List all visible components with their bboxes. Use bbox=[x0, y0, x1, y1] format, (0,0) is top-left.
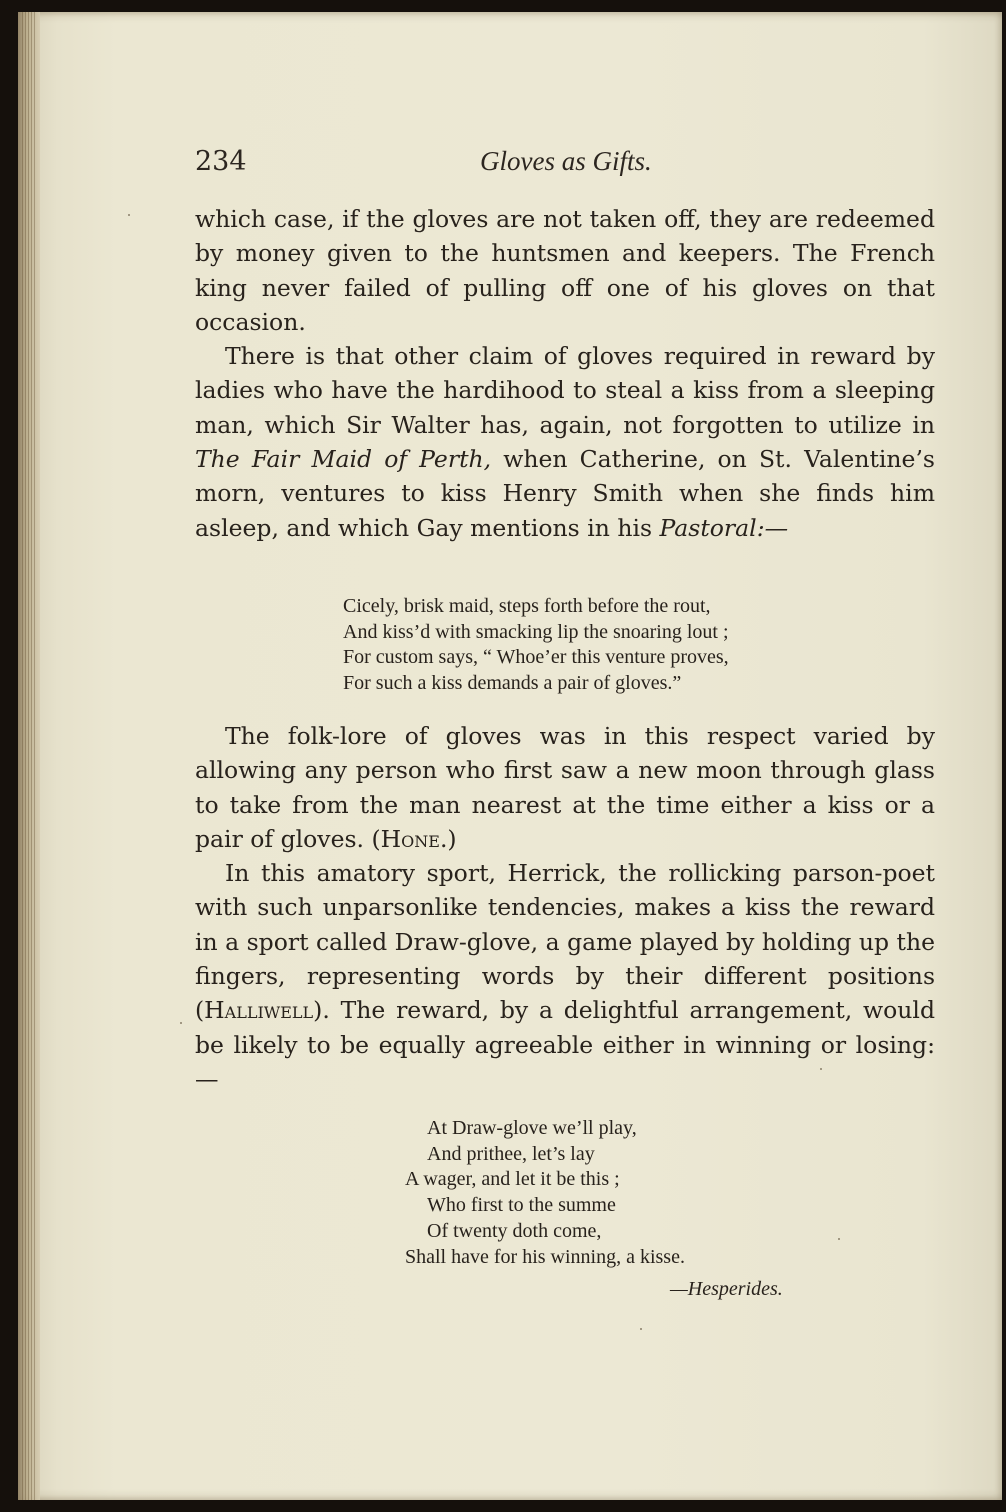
citation-halliwell: Halliwell bbox=[204, 996, 314, 1025]
paragraph-2 bbox=[195, 339, 935, 545]
running-title: Gloves as Gifts. bbox=[480, 146, 652, 176]
text-block-1 bbox=[195, 202, 935, 545]
paper-speck bbox=[820, 1068, 822, 1070]
paragraph-2-text-b: when Catherine, on St. Valentine’s morn, ventures to kiss Henry Smith when she finds him asleep, and which Gay mentions in his bbox=[195, 445, 935, 542]
verse-line: A wager, and let it be this ; bbox=[405, 1168, 620, 1191]
verse-draw-glove bbox=[405, 1116, 685, 1270]
paragraph-3 bbox=[195, 719, 935, 856]
verse-line: Shall have for his winning, a kisse. bbox=[405, 1245, 685, 1268]
paragraph-4-text-b: ). The reward, by a delightful arrangement, would be likely to be equally agreeable either in winning or losing:— bbox=[195, 996, 935, 1093]
paragraph-1: which case, if the gloves are not taken off, they are redeemed by money given to the huntsmen and keepers. The French king never failed of pulling off one of his gloves on that occasion. bbox=[195, 205, 935, 336]
paragraph-4-text-a: In this amatory sport, Herrick, the rollicking parson-poet with such unparsonlike tendencies, makes a kiss the reward in a sport called Draw-glove, a game played by holding up the fingers, representing words by their different positions ( bbox=[195, 859, 935, 1025]
verse-line: Cicely, brisk maid, steps forth before the rout, bbox=[343, 595, 711, 617]
verse-line: Who first to the summe bbox=[427, 1194, 616, 1217]
verse-line: And kiss’d with smacking lip the snoaring lout ; bbox=[343, 620, 729, 643]
verse-attribution: —Hesperides. bbox=[670, 1278, 783, 1300]
book-title-fair-maid: The Fair Maid of Perth, bbox=[195, 445, 492, 474]
book-title-pastoral: Pastoral:— bbox=[659, 513, 789, 542]
text-block-2 bbox=[195, 719, 935, 1096]
verse-line: And prithee, let’s lay bbox=[427, 1142, 595, 1165]
verse-line: At Draw-glove we’ll play, bbox=[427, 1117, 637, 1139]
paragraph-4 bbox=[195, 856, 935, 1096]
verse-line: Of twenty doth come, bbox=[427, 1219, 602, 1242]
verse-pastoral bbox=[343, 594, 729, 697]
paper-speck bbox=[838, 1238, 840, 1240]
paragraph-2-text-a: There is that other claim of gloves required in reward by ladies who have the hardihood to steal a kiss from a sleeping man, which Sir Walter has, again, not forgotten to utilize in bbox=[195, 342, 935, 439]
citation-hone: Hone. bbox=[380, 824, 448, 853]
paper-speck bbox=[640, 1328, 642, 1330]
paper-speck bbox=[180, 1022, 182, 1024]
paper-speck bbox=[128, 214, 130, 216]
verse-line: For custom says, “ Whoe’er this venture proves, bbox=[343, 646, 729, 669]
verse-line: For such a kiss demands a pair of gloves.” bbox=[343, 672, 682, 695]
paragraph-3-text-a: The folk-lore of gloves was in this respect varied by allowing any person who first saw a new moon through glass to take from the man nearest at the time either a kiss or a pair of gloves. ( bbox=[195, 722, 935, 853]
paragraph-3-text-b: ) bbox=[447, 824, 457, 853]
page-edge-lines bbox=[22, 12, 36, 1500]
page-number: 234 bbox=[195, 146, 247, 177]
running-head bbox=[195, 140, 935, 184]
